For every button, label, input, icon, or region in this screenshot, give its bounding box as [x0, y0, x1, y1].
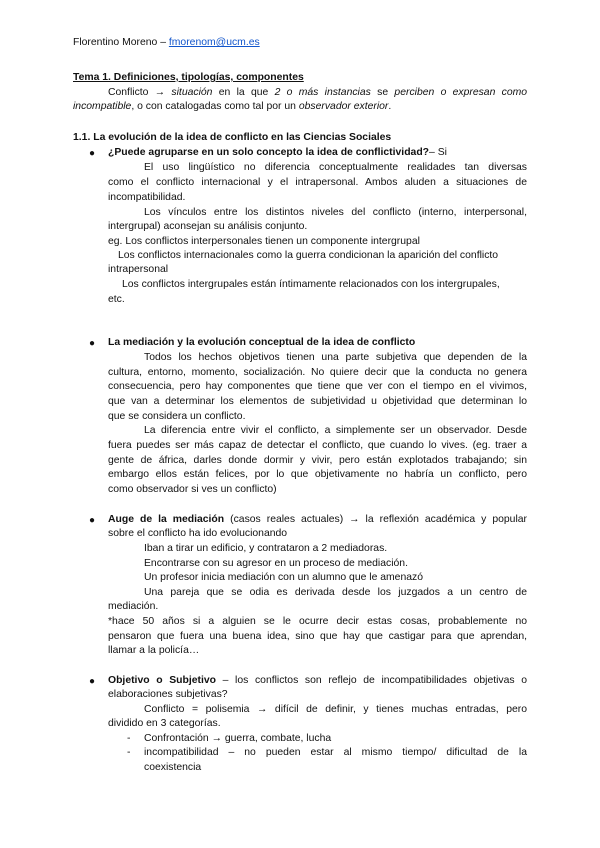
dash-icon: -	[127, 733, 131, 744]
b1-line-3: Los vínculos entre los distintos niveles del conflicto (interno, interpersonal,	[144, 207, 527, 218]
bullet-1-heading: ¿Puede agruparse en un solo concepto la idea de conflictividad?– Si	[108, 147, 447, 158]
b1-line-4: intergrupal) aconsejan su análisis conjunto.	[108, 221, 308, 232]
b1-line-8: Los conflictos intergrupales están íntimamente relacionados con los intergrupales,	[122, 279, 500, 290]
bullet-3-heading: Auge de la mediación (casos reales actuales) → la reflexión académica y popular	[108, 514, 527, 525]
page-title: Tema 1. Definiciones, tipologías, componentes	[73, 72, 304, 83]
b1-line-7: intrapersonal	[108, 264, 169, 275]
b2-line-6: fuera puedes ser más capaz de detectar el conflicto, que cuando lo vives. (eg. traer a	[108, 440, 527, 451]
b3-line-2: Encontrarse con su agresor en un proceso de mediación.	[144, 558, 408, 569]
b2-line-8: embargo ellos están felices, por lo que objetivamente no habría un conflicto, pero	[108, 469, 527, 480]
bullet-2-heading: La mediación y la evolución conceptual de la idea de conflicto	[108, 337, 416, 348]
bullet-icon: ●	[89, 676, 96, 687]
b2-line-4: que se considera un conflicto.	[108, 411, 246, 422]
email-link[interactable]: fmorenom@ucm.es	[168, 37, 260, 48]
b2-line-7: gente de áfrica, darles donde dormir y vivir, pero están explotados trabajando; sin	[108, 455, 527, 466]
bullet-icon: ●	[89, 338, 96, 349]
arrow-icon: →	[154, 87, 166, 98]
dash-icon: -	[127, 747, 131, 758]
b4-line-1: Conflicto = polisemia → difícil de definir, y tienes muchas entradas, pero	[144, 704, 527, 715]
b3-line-4: Una pareja que se odia es derivada desde los juzgados a un centro de	[144, 587, 527, 598]
b4-dash-item-2: coexistencia	[144, 762, 202, 773]
b2-line-2: consecuencia, pero hay componentes que tiene que ver con el tiempo en el vivimos,	[108, 381, 527, 392]
b4-line-0: elaboraciones subjetivas?	[108, 689, 228, 700]
b2-line-9: como observador si ves un conflicto)	[108, 484, 277, 495]
b1-line-5: eg. Los conflictos interpersonales tienen un componente intergrupal	[108, 236, 420, 247]
b1-line-9: etc.	[108, 294, 125, 305]
b3-line-0: sobre el conflicto ha ido evolucionando	[108, 528, 288, 539]
b1-line-6: Los conflictos internacionales como la guerra condicionan la aparición del conflicto	[118, 250, 499, 261]
b3-line-7: pensaron que fuera una buena idea, sino que hay que castigar para que aprendan,	[108, 631, 527, 642]
b3-line-3: Un profesor inicia mediación con un alumno que le amenazó	[144, 572, 423, 583]
bullet-icon: ●	[89, 515, 96, 526]
intro-line-2: incompatible, o con catalogadas como tal por un observador exterior.	[73, 101, 392, 112]
b2-line-3: que van a determinar los elementos de subjetividad u objetividad que determinan lo	[108, 396, 527, 407]
b2-line-0: Todos los hechos objetivos tienen una parte subjetiva que dependen de la	[144, 352, 527, 363]
b4-dash-item-0: Confrontación → guerra, combate, lucha	[144, 733, 332, 744]
header	[73, 36, 260, 49]
section-heading: 1.1. La evolución de la idea de conflicto en las Ciencias Sociales	[73, 132, 392, 143]
bullet-icon: ●	[89, 148, 96, 159]
bullet-4-heading: Objetivo o Subjetivo – los conflictos son reflejo de incompatibilidades objetivas o	[108, 675, 528, 686]
b1-line-2: incompatibilidad.	[108, 192, 186, 203]
b3-line-5: mediación.	[108, 601, 159, 612]
b3-line-6: *hace 50 años si a alguien se le ocurre decir estas cosas, probablemente no	[108, 616, 527, 627]
b3-line-1: Iban a tirar un edificio, y contrataron a 2 mediadoras.	[144, 543, 388, 554]
intro-line-1: Conflicto → situación en la que 2 o más instancias se perciben o expresan como	[108, 87, 528, 98]
b1-line-0: El uso lingüístico no diferencia conceptualmente realidades tan diversas	[144, 162, 527, 173]
b3-line-8: llamar a la policía…	[108, 645, 200, 656]
b4-dash-item-1: incompatibilidad – no pueden estar al mismo tiempo/ dificultad de la	[144, 747, 527, 758]
b2-line-5: La diferencia entre vivir el conflicto, a simplemente ser un observador. Desde	[144, 425, 527, 436]
b4-line-2: dividido en 3 categorías.	[108, 718, 221, 729]
b1-line-1: como el conflicto internacional y el intrapersonal. Ambos aluden a situaciones de	[108, 177, 527, 188]
b2-line-1: cultura, entorno, momento, socialización. No quiere decir que la conducta no genera	[108, 367, 527, 378]
author-name: Florentino Moreno –	[73, 37, 166, 48]
